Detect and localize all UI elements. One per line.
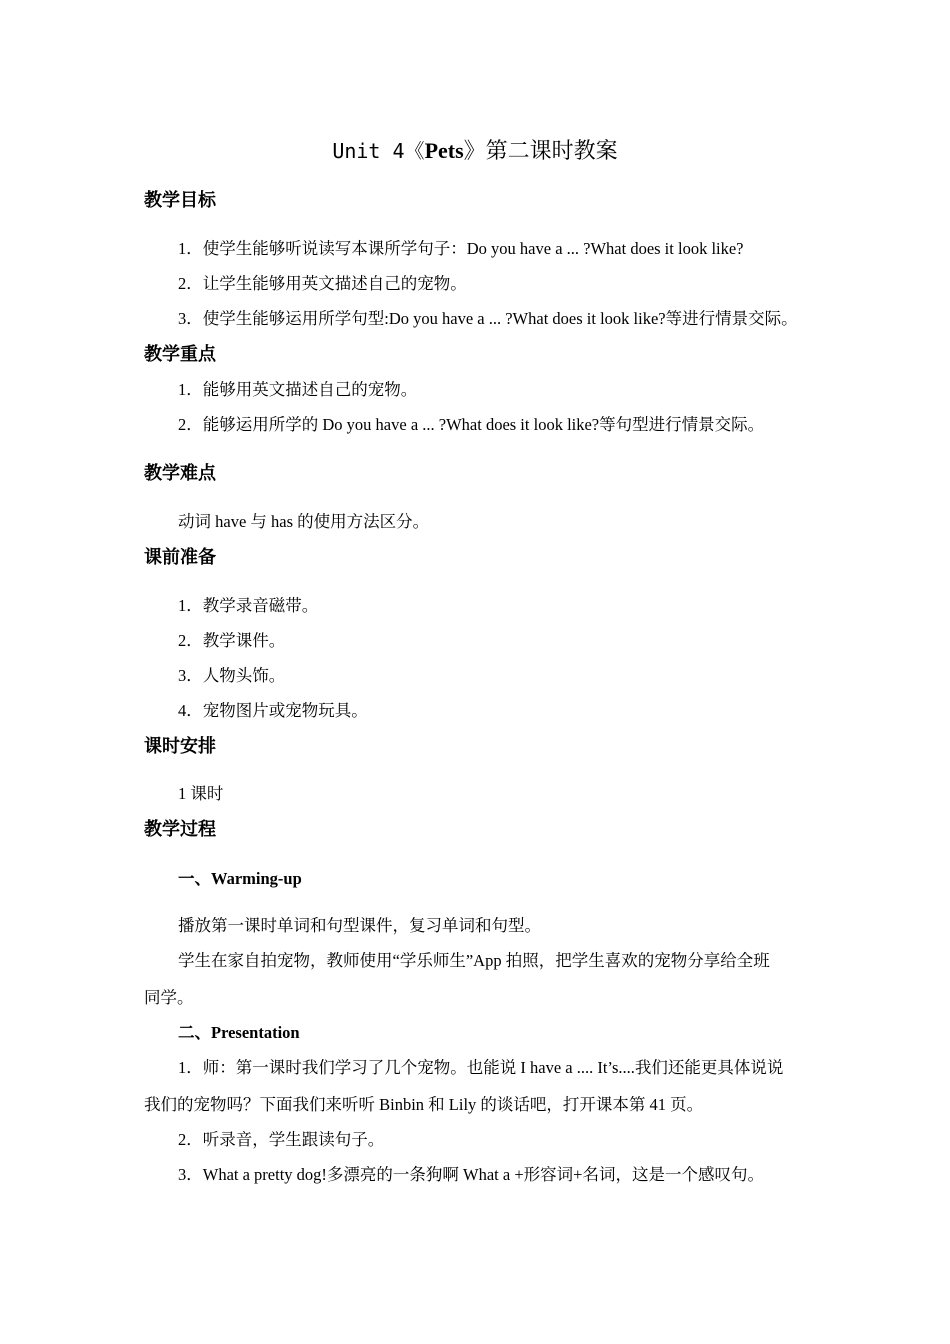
presentation-item-3: 3．What a pretty dog!多漂亮的一条狗啊 What a +形容词+名词，这是一个感叹句。 <box>178 1165 764 1184</box>
objective-item-1: 1．使学生能够听说读写本课所学句子：Do you have a ... ?What does it look like? <box>178 239 744 258</box>
preparation-item-1: 1．教学录音磁带。 <box>178 596 319 615</box>
heading-objectives: 教学目标 <box>144 190 216 211</box>
heading-preparation: 课前准备 <box>144 547 216 568</box>
warmup-paragraph-1: 播放第一课时单词和句型课件，复习单词和句型。 <box>178 916 541 935</box>
key-point-item-1: 1．能够用英文描述自己的宠物。 <box>178 380 418 399</box>
warmup-paragraph-2-line-2: 同学。 <box>144 988 194 1007</box>
heading-key-points: 教学重点 <box>144 344 216 365</box>
title-prefix: Unit 4《 <box>332 139 425 163</box>
warmup-paragraph-2-line-1: 学生在家自拍宠物，教师使用“学乐师生”App 拍照，把学生喜欢的宠物分享给全班 <box>178 951 770 970</box>
presentation-item-2: 2．听录音，学生跟读句子。 <box>178 1130 385 1149</box>
warmup-title: 一、Warming-up <box>178 869 302 888</box>
title-suffix: 》第二课时教案 <box>463 138 618 163</box>
presentation-title: 二、Presentation <box>178 1023 300 1042</box>
objective-item-2: 2．让学生能够用英文描述自己的宠物。 <box>178 274 467 293</box>
heading-difficulties: 教学难点 <box>144 463 216 484</box>
difficulties-text: 动词 have 与 has 的使用方法区分。 <box>178 512 430 531</box>
presentation-item-1-line-1: 1．师：第一课时我们学习了几个宠物。也能说 I have a .... It’s....我们还能更具体说说 <box>178 1058 784 1077</box>
heading-process: 教学过程 <box>144 819 216 840</box>
title-bold: Pets <box>424 138 464 163</box>
preparation-item-2: 2．教学课件。 <box>178 631 286 650</box>
presentation-item-1-line-2: 我们的宠物吗？下面我们来听听 Binbin 和 Lily 的谈话吧，打开课本第 41 页。 <box>144 1095 704 1114</box>
preparation-item-3: 3．人物头饰。 <box>178 666 286 685</box>
page-title <box>0 136 950 166</box>
key-point-item-2: 2．能够运用所学的 Do you have a ... ?What does it look like?等句型进行情景交际。 <box>178 415 765 434</box>
schedule-text: 1 课时 <box>178 784 224 803</box>
objective-item-3: 3．使学生能够运用所学句型:Do you have a ... ?What does it look like?等进行情景交际。 <box>178 309 798 328</box>
preparation-item-4: 4．宠物图片或宠物玩具。 <box>178 701 368 720</box>
heading-schedule: 课时安排 <box>144 736 216 757</box>
